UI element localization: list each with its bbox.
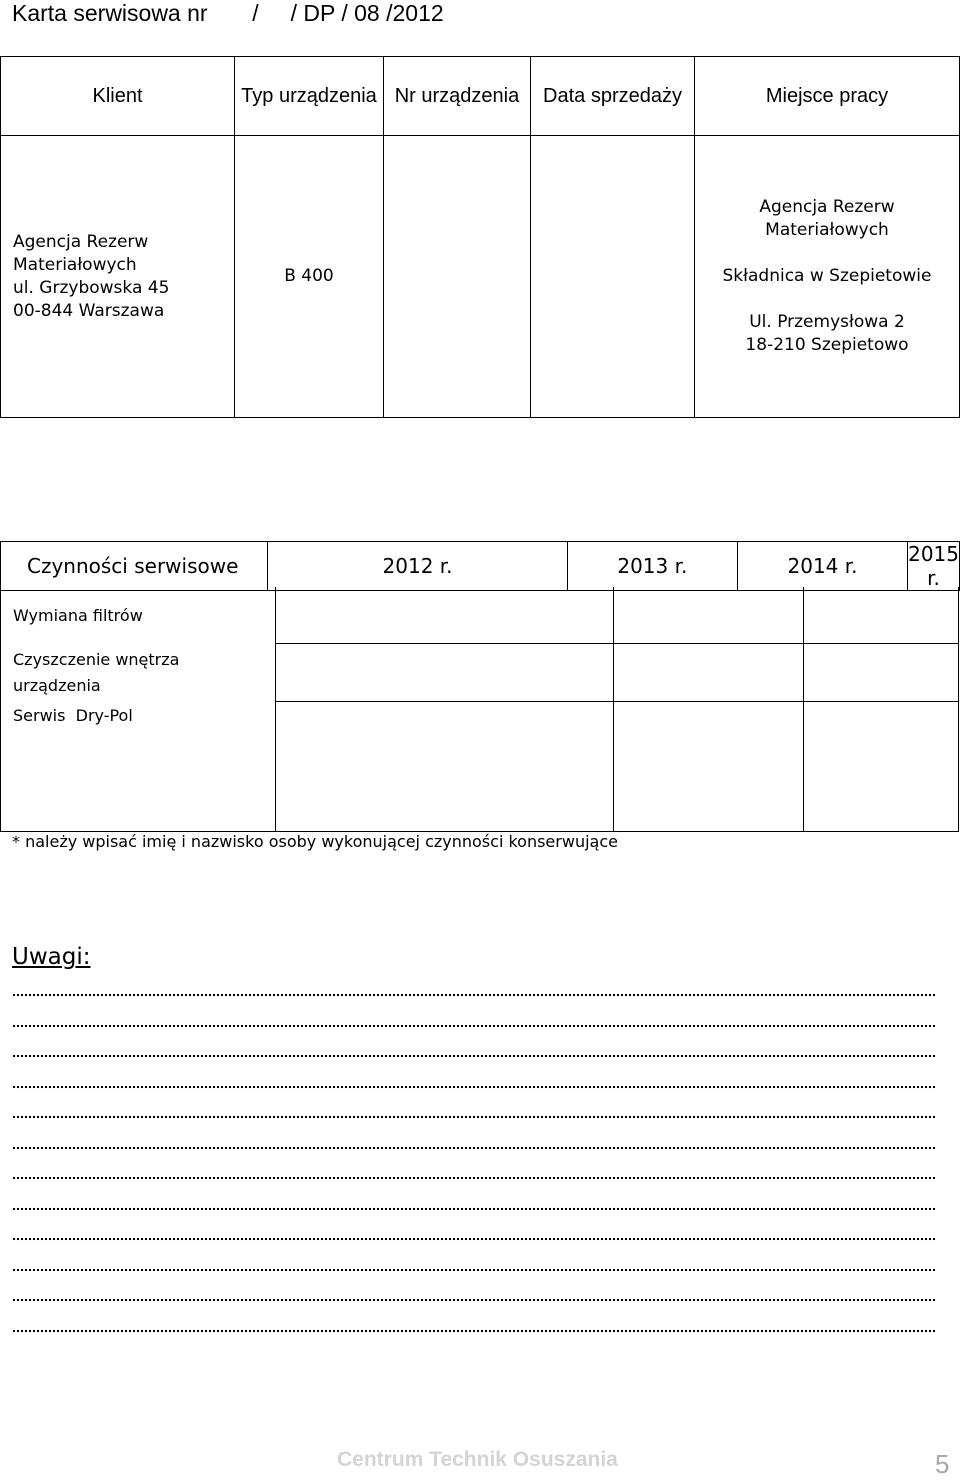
workplace-line: 18-210 Szepietowo (745, 335, 909, 355)
notes-dotted-line[interactable] (12, 1234, 936, 1244)
header-year-2015: 2015 r. (908, 542, 959, 590)
row-divider (275, 701, 959, 702)
device-type-cell: B 400 (235, 136, 384, 418)
header-year-2014: 2014 r. (737, 542, 907, 591)
client-line: 00-844 Warszawa (13, 300, 165, 321)
notes-dotted-line[interactable] (12, 1295, 936, 1305)
notes-dotted-line[interactable] (12, 1265, 936, 1275)
task-replace-filters: Wymiana filtrów (13, 606, 143, 625)
column-divider (958, 587, 959, 832)
workplace-line: Materiałowych (765, 220, 889, 240)
cell-2014-filters[interactable] (804, 588, 958, 643)
service-header-row (1, 542, 960, 591)
notes-dotted-line[interactable] (12, 1204, 936, 1214)
header-device-number: Nr urządzenia (384, 57, 531, 136)
notes-dotted-line[interactable] (12, 1143, 936, 1153)
footnote: * należy wpisać imię i nazwisko osoby wykonującej czynności konserwujące (12, 832, 618, 851)
client-line: Materiałowych (13, 254, 137, 275)
header-workplace: Miejsce pracy (695, 57, 960, 136)
task-clean-interior: Czyszczenie wnętrza urządzenia (13, 650, 180, 695)
header-device-type: Typ urządzenia (235, 57, 384, 136)
notes-dotted-line[interactable] (12, 990, 936, 1000)
notes-dotted-line[interactable] (12, 1021, 936, 1031)
row-divider (275, 643, 959, 644)
header-client: Klient (1, 57, 235, 136)
workplace-line: Składnica w Szepietowie (722, 266, 932, 286)
notes-heading: Uwagi: (12, 944, 91, 970)
task-service-provider: Serwis Dry-Pol (13, 706, 133, 725)
client-line: ul. Grzybowska 45 (13, 277, 170, 298)
service-grid (0, 587, 960, 832)
client-line: Agencja Rezerw (13, 231, 149, 252)
info-header-row (1, 57, 960, 136)
cell-2013-filters[interactable] (614, 588, 803, 643)
header-year-2012: 2012 r. (268, 542, 568, 591)
task-column (0, 587, 276, 832)
header-service-activities: Czynności serwisowe (1, 542, 268, 591)
footer-company-name: Centrum Technik Osuszania (337, 1448, 618, 1471)
notes-dotted-line[interactable] (12, 1112, 936, 1122)
header-year-2013: 2013 r. (567, 542, 737, 591)
info-data-row (1, 136, 960, 418)
workplace-cell (695, 136, 960, 418)
page-number: 5 (935, 1449, 950, 1479)
service-activities-table (0, 541, 960, 591)
client-cell (1, 136, 235, 418)
notes-dotted-line[interactable] (12, 1051, 936, 1061)
notes-dotted-line[interactable] (12, 1326, 936, 1336)
cell-2012-filters[interactable] (276, 588, 613, 643)
workplace-line: Agencja Rezerw (759, 197, 895, 217)
notes-dotted-line[interactable] (12, 1173, 936, 1183)
document-title: Karta serwisowa nr / / DP / 08 /2012 (12, 0, 444, 26)
sale-date-cell[interactable] (531, 136, 695, 418)
device-number-cell[interactable] (384, 136, 531, 418)
notes-dotted-line[interactable] (12, 1082, 936, 1092)
workplace-line: Ul. Przemysłowa 2 (749, 312, 905, 332)
header-sale-date: Data sprzedaży (531, 57, 695, 136)
device-info-table (0, 56, 960, 418)
